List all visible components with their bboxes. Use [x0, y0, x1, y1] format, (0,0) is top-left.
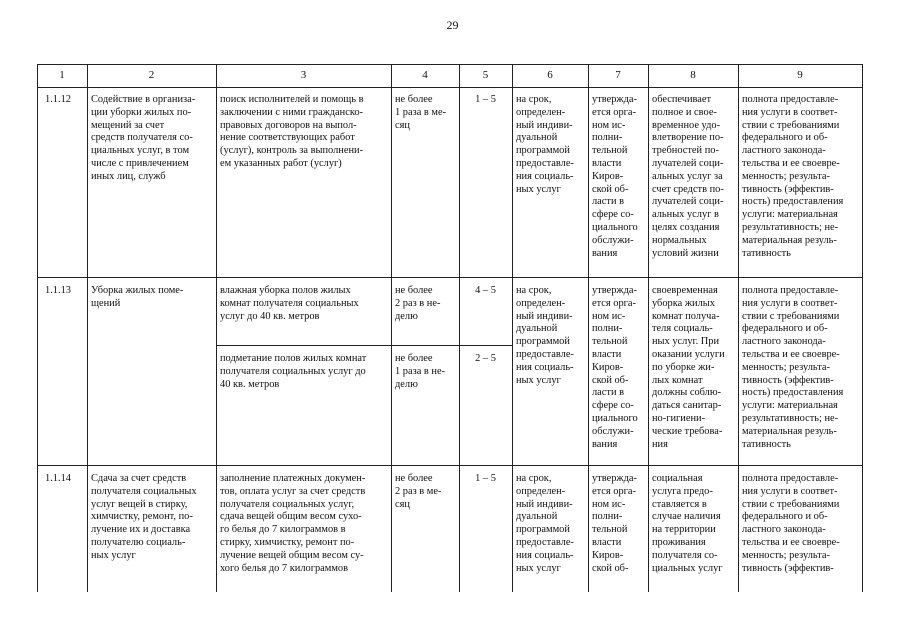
service-term: на срок, определен- ный индиви- дуальной программой предоставле- ния социаль- ных услуг: [516, 285, 574, 386]
header-col-7: 7: [615, 69, 621, 81]
column-divider: [512, 64, 513, 592]
header-col-8: 8: [690, 69, 696, 81]
services-table: [37, 64, 863, 592]
header-col-5: 5: [482, 69, 489, 81]
row-divider: [37, 465, 863, 466]
service-evaluation: полнота предоставле- ния услуги в соответ- ствии с требованиями федерального и об- ластного законода- тельства и ее своевре- менность; результа- тивность (эффектив- ность) предоставления услуги: материальная результативность; не- материальная резуль- тативность: [742, 94, 844, 259]
service-conditions: своевременная уборка жилых комнат получа- теля социаль- ных услуг. При оказании услуги по уборке жи- лых комнат должны соблю- даться санитар- но-гигиени- ческие требова- ния: [652, 285, 725, 450]
table-border-right: [862, 64, 863, 592]
service-name: Содействие в организа- ции уборки жилых по- мещений за счет средств получателя со- циальных услуг, в том числе с привлечением иных лиц, служб: [91, 94, 196, 182]
header-divider: [37, 87, 863, 88]
header-col-3: 3: [300, 69, 307, 81]
service-units: 4 – 5: [475, 285, 496, 296]
subrow-divider: [216, 345, 512, 346]
column-divider: [459, 64, 460, 592]
service-frequency: не более 1 раза в ме- сяц: [395, 94, 447, 131]
service-name: Уборка жилых поме- щений: [91, 285, 184, 309]
column-divider: [37, 64, 38, 592]
header-col-2: 2: [148, 69, 155, 81]
column-divider: [216, 64, 217, 592]
service-term: на срок, определен- ный индиви- дуальной программой предоставле- ния социаль- ных услуг: [516, 94, 574, 195]
service-description: влажная уборка полов жилых комнат получателя социальных услуг до 40 кв. метров: [220, 285, 359, 322]
header-col-6: 6: [547, 69, 553, 81]
service-evaluation: полнота предоставле- ния услуги в соответ- ствии с требованиями федерального и об- ластного законода- тельства и ее своевре- менность; результа- тивность (эффектив-: [742, 473, 840, 574]
column-divider: [391, 64, 392, 592]
service-conditions: социальная услуга предо- ставляется в случае наличия на территории проживания получателя со- циальных услуг: [652, 473, 723, 574]
header-col-4: 4: [422, 69, 428, 81]
column-divider: [738, 64, 739, 592]
column-divider: [648, 64, 649, 592]
column-divider: [87, 64, 88, 592]
page-number: 29: [446, 18, 459, 32]
service-frequency: не более 2 раз в ме- сяц: [395, 473, 442, 510]
service-description: подметание полов жилых комнат получателя социальных услуг до 40 кв. метров: [220, 353, 367, 390]
service-frequency: не более 1 раза в не- делю: [395, 353, 446, 390]
row-id: 1.1.14: [45, 473, 71, 484]
service-cost: утвержда- ется орга- ном ис- полни- тельной власти Киров- ской об- ласти в сфере со- циального обслужи- вания: [592, 94, 638, 259]
service-cost: утвержда- ется орга- ном ис- полни- тельной власти Киров- ской об- ласти в сфере со- циального обслужи- вания: [592, 285, 638, 450]
service-frequency: не более 2 раз в не- делю: [395, 285, 441, 322]
service-conditions: обеспечивает полное и свое- временное удо- влетворение по- требностей по- лучателей соци- альных услуг за счет средств по- лучателей соци- альных услуг в целях создания нормальных условий жизни: [652, 94, 724, 259]
column-divider: [588, 64, 589, 592]
row-id: 1.1.12: [45, 94, 71, 105]
service-description: поиск исполнителей и помощь в заключении с ними гражданско- правовых договоров на выпол- нение соответствующих работ (услуг), контроль за выполнени- ем указанных работ (услуг): [220, 94, 364, 169]
row-id: 1.1.13: [45, 285, 71, 296]
service-description: заполнение платежных докумен- тов, оплата услуг за счет средств получателя социальных услуг, сдача вещей общим весом сухо- го белья до 7 килограммов в стирку, химчистку, ремонт по- лучение вещей общим весом су- хого белья до 7 килограммов: [220, 473, 366, 574]
service-units: 2 – 5: [475, 353, 496, 364]
service-term: на срок, определен- ный индиви- дуальной программой предоставле- ния социаль- ных услуг: [516, 473, 574, 574]
service-evaluation: полнота предоставле- ния услуги в соответ- ствии с требованиями федерального и об- ластного законода- тельства и ее своевре- менность; результа- тивность (эффектив- ность) предоставления услуги: материальная результативность; не- материальная резуль- тативность: [742, 285, 844, 450]
header-col-9: 9: [797, 69, 803, 81]
service-units: 1 – 5: [475, 94, 496, 105]
service-cost: утвержда- ется орга- ном ис- полни- тельной власти Киров- ской об-: [592, 473, 637, 574]
header-col-1: 1: [59, 69, 65, 81]
service-name: Сдача за счет средств получателя социальных услуг вещей в стирку, химчистку, ремонт, по- лучение их и доставка получателю социаль- ных услуг: [91, 473, 197, 561]
service-units: 1 – 5: [475, 473, 496, 484]
row-divider: [37, 277, 863, 278]
